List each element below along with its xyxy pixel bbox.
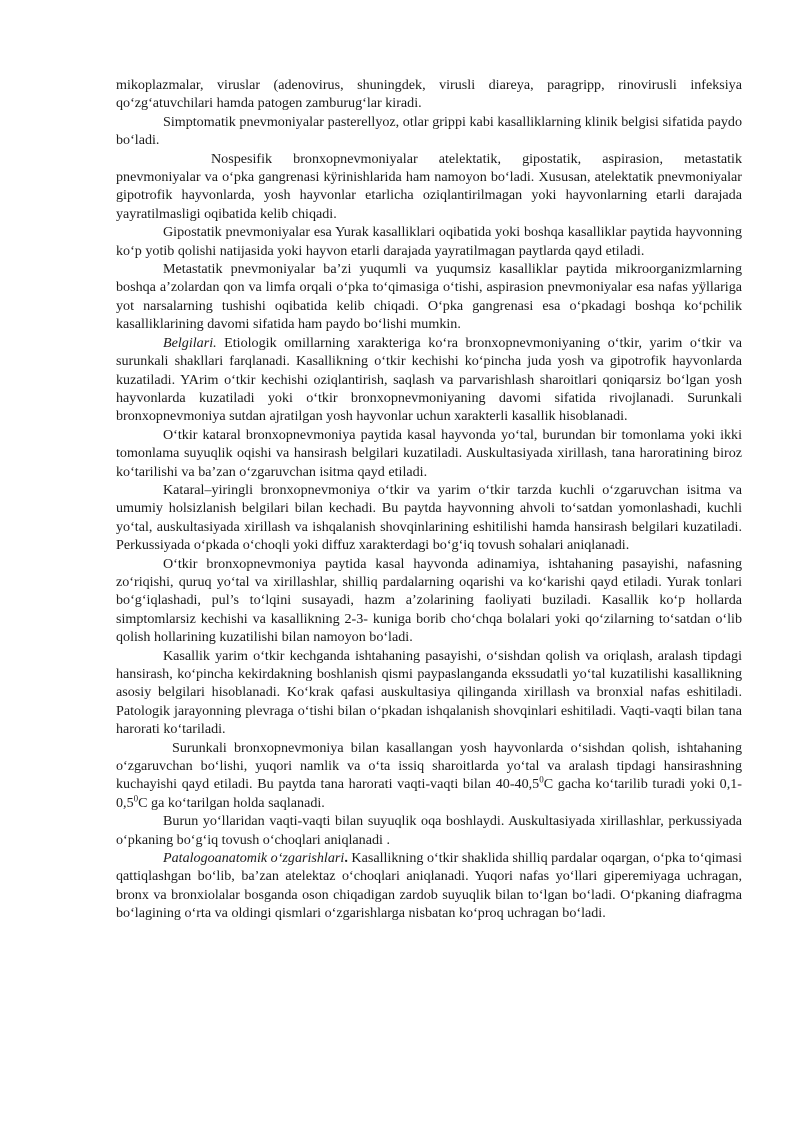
paragraph-3: Nospesifik bronxopnevmoniyalar atelektatik, gipostatik, aspirasion, metastatik pnevmoniyalar va o‘pka gangrenasi kÿrinishlarida ham namoyon bo‘ladi. Xususan, atelektatik pnevmoniyalar gipotrofik hayvonlarda, yosh hayvonlar etarlicha oziqlantirilmagan yoki hayvonlarning etarli darajada yayratilmasligi oqibatida kelib chiqadi. xyxy=(116,150,742,222)
degree-superscript-1: 0 xyxy=(539,774,544,785)
section-label-patalogoanatomik: Patalogoanatomik o‘zgarishlari xyxy=(163,850,345,867)
section-label-belgilari: Belgilari. xyxy=(163,334,217,351)
paragraph-6-text: Etiologik omillarning xarakteriga ko‘ra bronxopnevmoniyaning o‘tkir, yarim o‘tkir va surunkali shakllari farqlanadi. Kasallikning o‘tkir kechishi ko‘pincha juda yosh va gipotrofik hayvonlarda kuzatiladi. YArim o‘tkir kechishi oziqlantirish, saqlash va parvarishlash sharoitlari qoniqarsiz bo‘lgan yosh hayvonlarda kuzatiladi yoki o‘tkir bronxopnevmoniyaning davomi sifatida rivojlanadi. Surunkali bronxopnevmoniya sutdan ajratilgan yosh hayvonlar uchun xarakterli kasallik hisoblanadi. xyxy=(116,334,742,425)
paragraph-2: Simptomatik pnevmoniyalar pasterellyoz, otlar grippi kabi kasalliklarning klinik belgisi sifatida paydo bo‘ladi. xyxy=(116,113,742,149)
paragraph-11-part-c: C ga ko‘tarilgan holda saqlanadi. xyxy=(138,794,325,811)
degree-superscript-2: 0 xyxy=(133,793,139,804)
paragraph-11-part-b: C gacha ko‘tarilib turadi yoki 0,1-0,5 xyxy=(116,776,742,811)
paragraph-10: Kasallik yarim o‘tkir kechganda ishtahaning pasayishi, o‘sishdan qolish va oriqlash, aralash tipdagi hansirash, ko‘pincha kekirdakning boshlanish qismi paypaslanganda ekssudatli yo‘tal kuzatilishi kasallikning asosiy belgilari hisoblanadi. Ko‘krak qafasi auskultasiya qilinganda xirillash va bronxial nafas eshitiladi. Patologik jarayonning plevraga o‘tishi bilan o‘pkadan ishqalanish shovqinlari eshitiladi. Vaqti-vaqti bilan tana harorati ko‘tariladi. xyxy=(116,647,742,738)
paragraph-5: Metastatik pnevmoniyalar ba’zi yuqumli va yuqumsiz kasalliklar paytida mikroorganizmlarning boshqa a’zolardan qon va limfa orqali o‘pka to‘qimasiga o‘tishi, aspirasion pnevmoniyalar esa nafas yÿllariga yot narsalarning tushishi oqibatida kelib chiqadi. O‘pka gangrenasi esa o‘pkadagi boshqa ko‘pchilik kasalliklarining davomi sifatida ham paydo bo‘lishi mumkin. xyxy=(116,261,742,333)
paragraph-6 xyxy=(116,334,742,426)
paragraph-9: O‘tkir bronxopnevmoniya paytida kasal hayvonda adinamiya, ishtahaning pasayishi, nafasning zo‘riqishi, quruq yo‘tal va xirillashlar, shilliq pardalarning oqarishi va ko‘karishi qayd etiladi. Yurak tonlari bo‘g‘iqlashadi, pul’s to‘lqini susayadi, hazm a’zolarining faoliyati buziladi. Kasallik ko‘p hollarda simptomlarsiz kechishi va kasallikning 2-3- kuniga borib cho‘chqa bolalari yoki qo‘zilarning to‘satdan o‘lib qolish hollarining kuzatilishi bilan namoyon bo‘ladi. xyxy=(116,555,742,646)
section-label-period: . xyxy=(344,850,348,867)
paragraph-1: mikoplazmalar, viruslar (adenovirus, shuningdek, virusli diareya, paragripp, rinovirusli infeksiya qo‘zg‘atuvchilari hamda patogen zamburug‘lar kiradi. xyxy=(116,77,742,112)
paragraph-12: Burun yo‘llaridan vaqti-vaqti bilan suyuqlik oqa boshlaydi. Auskultasiyada xirillashlar, perkussiyada o‘pkaning bo‘g‘iq tovush o‘choqlari aniqlanadi . xyxy=(116,813,742,848)
paragraph-11-part-a: Surunkali bronxopnevmoniya bilan kasallangan yosh hayvonlarda o‘sishdan qolish, ishtahaning o‘zgaruvchan bo‘lishi, yuqori namlik va o‘ta issiq sharoitlarda yo‘tal va aralash tipdagi hansirashning kuchayishi qayd etiladi. Bu paytda tana harorati vaqti-vaqti bilan 40-40,5 xyxy=(116,739,742,793)
paragraph-13 xyxy=(116,849,742,923)
paragraph-8: Kataral–yiringli bronxopnevmoniya o‘tkir va yarim o‘tkir tarzda kuchli o‘zgaruvchan isitma va umumiy holsizlanish belgilari bilan kechadi. Bu paytda hayvonning ahvoli to‘satdan yomonlashadi, kuchli yo‘tal, auskultasiyada xirillash va ishqalanish shovqinlarining eshitilishi hamda hansirash belgilari kuzatiladi. Perkussiyada o‘pkada o‘choqli yoki diffuz xarakterdagi bo‘g‘iq tovush sohalari aniqlanadi. xyxy=(116,481,742,554)
paragraph-11 xyxy=(116,739,742,813)
paragraph-13-text: Kasallikning o‘tkir shaklida shilliq pardalar oqargan, o‘pka to‘qimasi qattiqlashgan bo‘lib, ba’zan atelektaz o‘choqlari aniqlanadi. Yuqori nafas yo‘llari giperemiyaga uchragan, bronx va bronxiolalar bosganda oson chiqadigan zardob suyuqlik bilan to‘lgan bo‘ladi. O‘pkaning diafragma bo‘lagining o‘rta va oldingi qismlari o‘zgarishlarga nisbatan ko‘proq uchragan bo‘ladi. xyxy=(116,850,743,922)
paragraph-4: Gipostatik pnevmoniyalar esa Yurak kasalliklari oqibatida yoki boshqa kasalliklar paytida hayvonning ko‘p yotib qolishi natijasida yoki hayvon etarli darajada yayratilmagan paytlarda qayd etiladi. xyxy=(116,224,742,259)
paragraph-7: O‘tkir kataral bronxopnevmoniya paytida kasal hayvonda yo‘tal, burundan bir tomonlama yoki ikki tomonlama suyuqlik oqishi va hansirash belgilari kuzatiladi. Auskultasiyada xirillash, tana haroratining biroz ko‘tarilishi va ba’zan o‘zgaruvchan isitma qayd etiladi. xyxy=(116,426,742,480)
